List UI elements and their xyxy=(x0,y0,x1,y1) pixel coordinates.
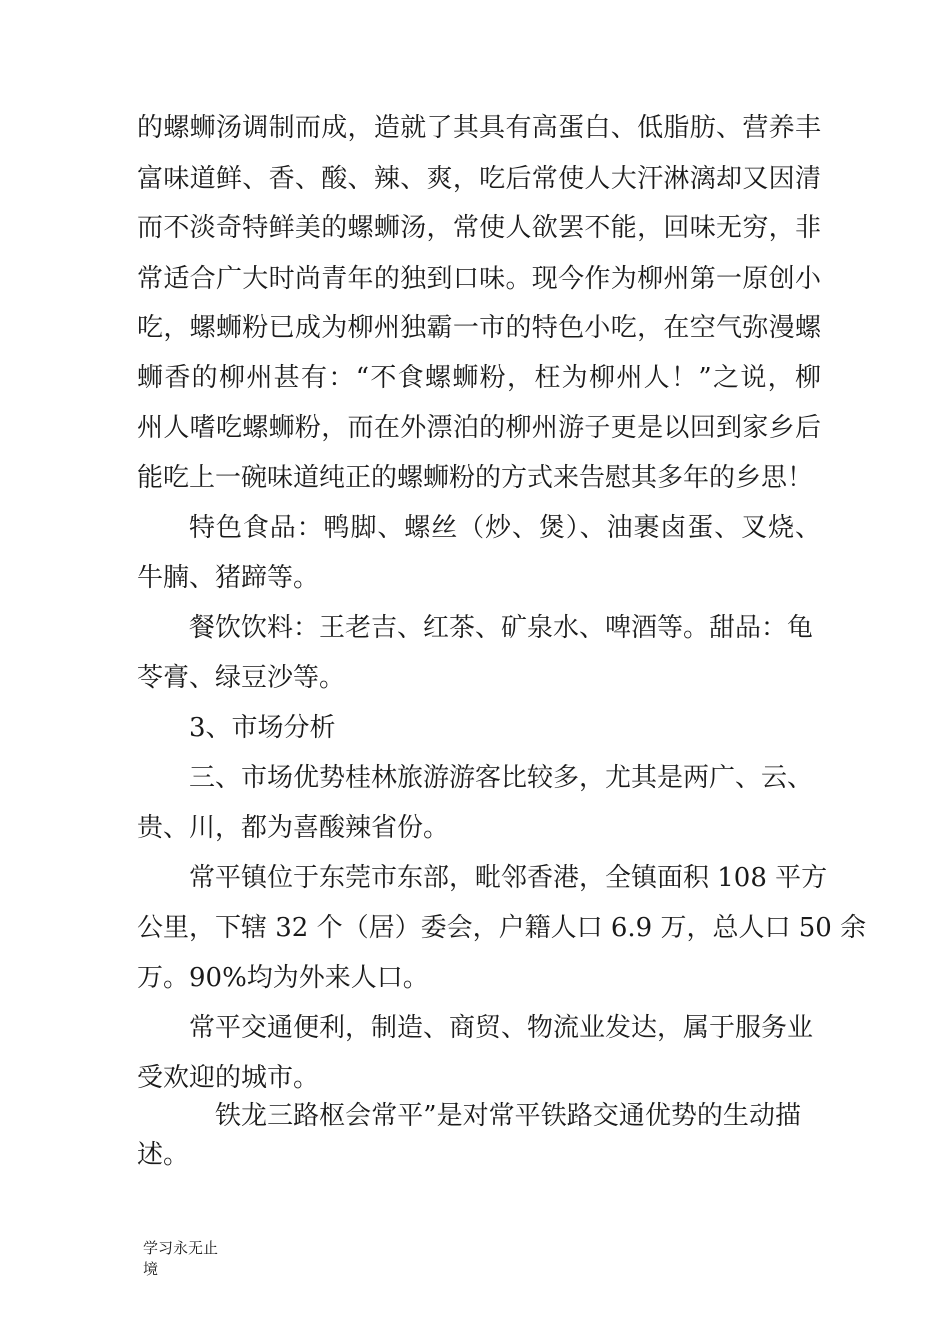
text-line: 三、市场优势桂林旅游游客比较多，尤其是两广、云、 xyxy=(189,763,814,793)
footer-text: 学习永无止 xyxy=(143,1239,219,1257)
text-line: 常适合广大时尚青年的独到口味。现今作为柳州第一原创小 xyxy=(137,264,821,294)
footer-text: 境 xyxy=(143,1260,159,1278)
text-line: 州人嗜吃螺蛳粉，而在外漂泊的柳州游子更是以回到家乡后 xyxy=(137,413,821,443)
section-heading: 3、市场分析 xyxy=(189,713,336,743)
text-line: 吃，螺蛳粉已成为柳州独霸一市的特色小吃，在空气弥漫螺 xyxy=(137,313,821,343)
text-line: 富味道鲜、香、酸、辣、爽，吃后常使人大汗淋漓却又因清 xyxy=(137,164,821,194)
text-line: 述。 xyxy=(137,1140,190,1170)
text-line: 贵、川，都为喜酸辣省份。 xyxy=(137,813,450,843)
text-line: 牛腩、猪蹄等。 xyxy=(137,563,320,593)
text-line: 特色食品：鸭脚、螺丝（炒、煲）、油裹卤蛋、叉烧、 xyxy=(189,513,821,543)
text-line: 能吃上一碗味道纯正的螺蛳粉的方式来告慰其多年的乡思！ xyxy=(137,463,814,493)
text-line: 苓膏、绿豆沙等。 xyxy=(137,663,346,693)
text-line: 常平交通便利，制造、商贸、物流业发达，属于服务业 xyxy=(189,1013,814,1043)
text-line: 餐饮饮料：王老吉、红茶、矿泉水、啤酒等。甜品：龟 xyxy=(189,613,814,643)
text-line: 万。90%均为外来人口。 xyxy=(137,963,429,993)
text-line: 铁龙三路枢会常平”是对常平铁路交通优势的生动描 xyxy=(215,1101,801,1131)
text-line: 的螺蛳汤调制而成，造就了其具有高蛋白、低脂肪、营养丰 xyxy=(137,113,821,143)
text-line: 常平镇位于东莞市东部，毗邻香港，全镇面积 108 平方 xyxy=(189,863,828,893)
text-line: 公里，下辖 32 个（居）委会，户籍人口 6.9 万，总人口 50 余 xyxy=(137,913,867,943)
text-line: 受欢迎的城市。 xyxy=(137,1063,320,1093)
text-line: 蛳香的柳州甚有：“不食螺蛳粉，枉为柳州人！”之说，柳 xyxy=(137,363,821,393)
text-line: 而不淡奇特鲜美的螺蛳汤，常使人欲罢不能，回味无穷，非 xyxy=(137,213,821,243)
